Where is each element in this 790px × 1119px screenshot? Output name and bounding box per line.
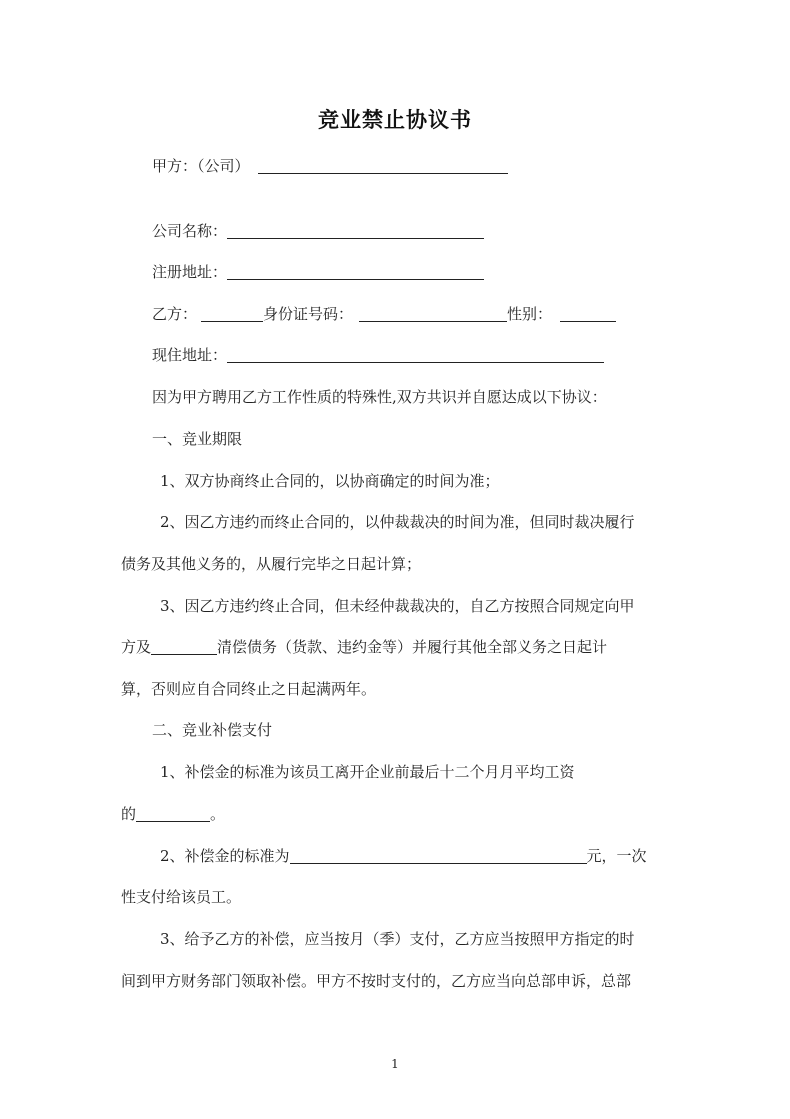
reg-address-blank[interactable] bbox=[227, 263, 484, 280]
section2-item2-cont: 性支付给该员工。 bbox=[121, 888, 242, 906]
section1-item1: 1、双方协商终止合同的，以协商确定的时间为准； bbox=[160, 472, 500, 490]
company-name-label: 公司名称： bbox=[152, 222, 228, 240]
section2-item3: 3、给予乙方的补偿，应当按月（季）支付，乙方应当按照甲方指定的时 bbox=[160, 930, 635, 948]
section1-item2-cont: 债务及其他义务的，从履行完毕之日起计算； bbox=[121, 555, 422, 573]
party-b-name-blank[interactable] bbox=[201, 305, 263, 322]
section1-item2: 2、因乙方违约而终止合同的，以仲裁裁决的时间为准，但同时裁决履行 bbox=[160, 513, 635, 531]
gender-blank[interactable] bbox=[560, 305, 616, 322]
item2-text-post: 元，一次 bbox=[586, 847, 647, 865]
section1-item3-cont bbox=[121, 637, 607, 657]
section2-item2 bbox=[160, 846, 647, 866]
current-address-blank[interactable] bbox=[227, 346, 604, 363]
item1-text-pre: 的 bbox=[121, 805, 137, 823]
company-name-blank[interactable] bbox=[227, 222, 484, 239]
party-a-line bbox=[152, 156, 508, 176]
reg-address-label: 注册地址： bbox=[152, 263, 228, 281]
section2-item3-cont: 间到甲方财务部门领取补偿。甲方不按时支付的，乙方应当向总部申诉，总部 bbox=[121, 972, 632, 990]
amount-blank[interactable] bbox=[290, 847, 587, 864]
section1-item3-end: 算，否则应自合同终止之日起满两年。 bbox=[121, 680, 377, 698]
company-name-line bbox=[152, 221, 484, 241]
id-label: 身份证号码： bbox=[263, 305, 354, 323]
section2-heading: 二、竞业补偿支付 bbox=[152, 721, 273, 739]
current-address-label: 现住地址： bbox=[152, 346, 228, 364]
item3-text-post: 清偿债务（货款、违约金等）并履行其他全部义务之日起计 bbox=[217, 638, 608, 656]
section1-heading: 一、竞业期限 bbox=[152, 430, 243, 448]
party-b-label: 乙方： bbox=[152, 305, 198, 323]
item1-text-post: 。 bbox=[210, 805, 226, 823]
intro-text: 因为甲方聘用乙方工作性质的特殊性,双方共识并自愿达成以下协议： bbox=[152, 388, 607, 406]
reg-address-line bbox=[152, 262, 484, 282]
item3-text-pre: 方及 bbox=[121, 638, 152, 656]
id-number-blank[interactable] bbox=[359, 305, 507, 322]
party-b-line bbox=[152, 304, 616, 324]
document-title: 竞业禁止协议书 bbox=[318, 107, 472, 132]
section2-item1: 1、补偿金的标准为该员工离开企业前最后十二个月月平均工资 bbox=[160, 763, 575, 781]
section2-item1-cont bbox=[121, 804, 225, 824]
section1-item3: 3、因乙方违约终止合同，但未经仲裁裁决的，自乙方按照合同规定向甲 bbox=[160, 597, 635, 615]
item2-text-pre: 2、补偿金的标准为 bbox=[160, 847, 290, 865]
page-number: 1 bbox=[391, 1057, 399, 1071]
item3-blank[interactable] bbox=[151, 638, 217, 655]
current-address-line bbox=[152, 345, 604, 365]
wage-ratio-blank[interactable] bbox=[136, 805, 210, 822]
party-a-blank[interactable] bbox=[258, 157, 508, 174]
party-a-label: 甲方：（公司） bbox=[152, 157, 250, 175]
gender-label: 性别： bbox=[507, 305, 553, 323]
